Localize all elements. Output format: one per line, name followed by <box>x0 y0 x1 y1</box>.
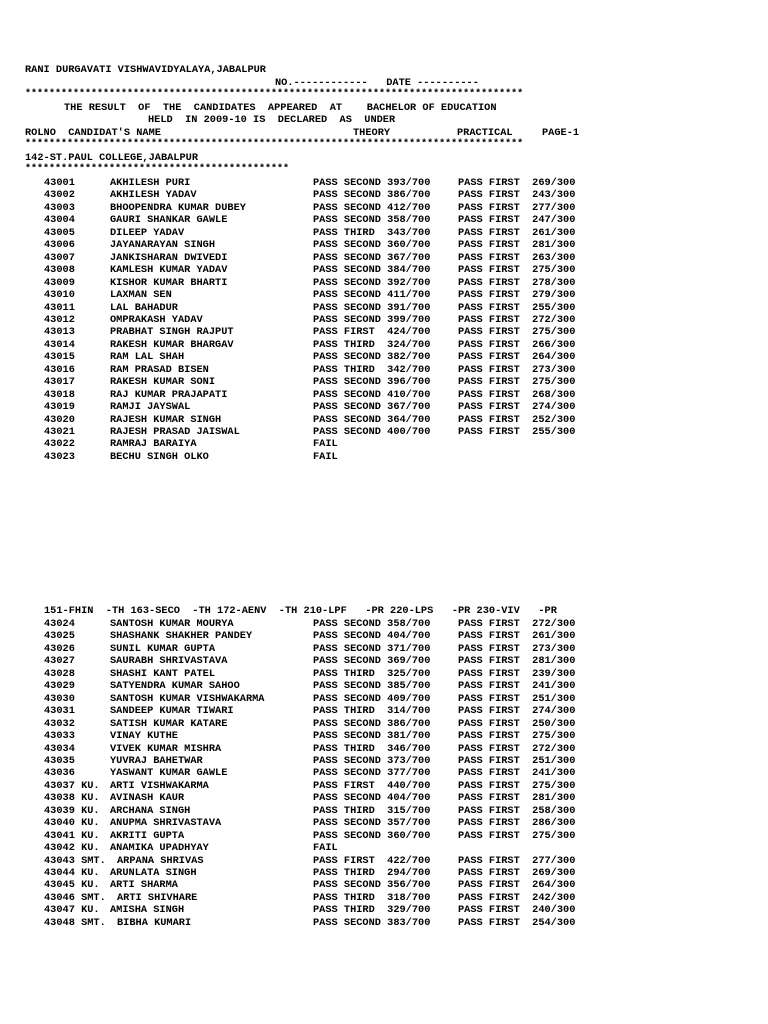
theory-result: PASS THIRD 315/700 <box>313 804 431 817</box>
separator-stars: *********************************************************************************** <box>25 89 524 100</box>
candidate-name: SUNIL KUMAR GUPTA <box>110 642 216 655</box>
practical-result: PASS FIRST 252/300 <box>458 413 576 426</box>
table-row <box>0 668 768 680</box>
table-row <box>0 214 768 226</box>
theory-result: PASS SECOND 409/700 <box>313 692 431 705</box>
practical-result: PASS FIRST 272/300 <box>458 313 576 326</box>
theory-result: FAIL <box>313 450 338 463</box>
roll-number: 43004 <box>44 214 75 227</box>
result-subheading: HELD IN 2009-10 IS DECLARED AS UNDER <box>148 114 396 126</box>
roll-number: 43035 <box>44 754 75 767</box>
theory-result: PASS SECOND 386/700 <box>313 717 431 730</box>
roll-number: 43017 <box>44 376 75 389</box>
practical-result: PASS FIRST 269/300 <box>458 177 576 189</box>
roll-number: 43048 SMT. <box>44 916 106 929</box>
candidate-name: AKRITI GUPTA <box>110 829 185 842</box>
practical-result: PASS FIRST 240/300 <box>458 904 576 917</box>
practical-result: PASS FIRST 281/300 <box>458 792 576 805</box>
roll-number: 43019 <box>44 401 75 414</box>
candidate-name: ANAMIKA UPADHYAY <box>110 842 209 855</box>
practical-result: PASS FIRST 261/300 <box>458 226 576 239</box>
table-row <box>0 618 768 630</box>
roll-number: 43041 KU. <box>44 829 100 842</box>
practical-result: PASS FIRST 250/300 <box>458 717 576 730</box>
theory-result: PASS THIRD 342/700 <box>313 363 431 376</box>
theory-result: PASS FIRST 422/700 <box>313 854 431 867</box>
roll-number: 43011 <box>44 301 75 314</box>
candidate-name: AKHILESH YADAV <box>110 189 197 202</box>
candidate-name: LAL BAHADUR <box>110 301 178 314</box>
separator-stars: *********************************************************************************** <box>25 139 524 150</box>
roll-number: 43046 SMT. <box>44 891 106 904</box>
roll-number: 43044 KU. <box>44 867 100 879</box>
candidate-name: SHASHI KANT PATEL <box>110 667 216 680</box>
number-date-line: NO.------------ DATE ---------- <box>275 77 479 89</box>
table-row <box>0 680 768 692</box>
candidate-name: SAURABH SHRIVASTAVA <box>110 655 228 668</box>
candidate-name: YUVRAJ BAHETWAR <box>110 754 203 767</box>
roll-number: 43031 <box>44 705 75 718</box>
candidate-name: ARUNLATA SINGH <box>110 867 197 879</box>
theory-result: PASS SECOND 367/700 <box>313 401 431 414</box>
practical-result: PASS FIRST 274/300 <box>458 705 576 718</box>
practical-result: PASS FIRST 268/300 <box>458 388 576 401</box>
roll-number: 43006 <box>44 239 75 252</box>
table-row <box>0 730 768 742</box>
candidate-name: JANKISHARAN DWIVEDI <box>110 251 228 264</box>
roll-number: 43032 <box>44 717 75 730</box>
table-row <box>0 817 768 829</box>
practical-result: PASS FIRST 264/300 <box>458 879 576 892</box>
roll-number: 43043 SMT. <box>44 854 106 867</box>
subjects-line: 151-FHIN -TH 163-SECO -TH 172-AENV -TH 210-LPF -PR 220-LPS -PR 230-VIV -PR <box>44 605 557 617</box>
roll-number: 43033 <box>44 730 75 743</box>
table-row <box>0 867 768 879</box>
table-row <box>0 743 768 755</box>
candidate-name: GAURI SHANKAR GAWLE <box>110 214 228 227</box>
table-row <box>0 426 768 438</box>
theory-result: PASS SECOND 412/700 <box>313 201 431 214</box>
theory-result: PASS SECOND 369/700 <box>313 655 431 668</box>
candidate-name: AVINASH KAUR <box>110 792 185 805</box>
practical-result: PASS FIRST 273/300 <box>458 642 576 655</box>
candidate-name: RAJ KUMAR PRAJAPATI <box>110 388 228 401</box>
table-row <box>0 892 768 904</box>
theory-result: PASS SECOND 358/700 <box>313 618 431 630</box>
table-row <box>0 252 768 264</box>
candidate-name: RAKESH KUMAR BHARGAV <box>110 338 234 351</box>
roll-number: 43040 KU. <box>44 817 100 830</box>
result-heading: THE RESULT OF THE CANDIDATES APPEARED AT BACHELOR OF EDUCATION <box>64 102 497 114</box>
practical-result: PASS FIRST 275/300 <box>458 376 576 389</box>
candidate-name: SHASHANK SHAKHER PANDEY <box>110 630 253 643</box>
theory-result: PASS SECOND 360/700 <box>313 829 431 842</box>
practical-result: PASS FIRST 241/300 <box>458 767 576 780</box>
theory-result: PASS SECOND 371/700 <box>313 642 431 655</box>
table-row <box>0 401 768 413</box>
roll-number: 43030 <box>44 692 75 705</box>
roll-number: 43016 <box>44 363 75 376</box>
table-row <box>0 289 768 301</box>
candidate-name: ANUPMA SHRIVASTAVA <box>110 817 222 830</box>
candidate-name: VIVEK KUMAR MISHRA <box>110 742 222 755</box>
table-row <box>0 842 768 854</box>
theory-result: PASS SECOND 393/700 <box>313 177 431 189</box>
table-row <box>0 339 768 351</box>
roll-number: 43007 <box>44 251 75 264</box>
theory-result: PASS THIRD 329/700 <box>313 904 431 917</box>
theory-result: FAIL <box>313 842 338 855</box>
table-row <box>0 780 768 792</box>
theory-result: PASS THIRD 346/700 <box>313 742 431 755</box>
college-name: 142-ST.PAUL COLLEGE,JABALPUR <box>25 152 199 164</box>
practical-result: PASS FIRST 273/300 <box>458 363 576 376</box>
practical-result: PASS FIRST 263/300 <box>458 251 576 264</box>
table-row <box>0 177 768 189</box>
theory-result: PASS THIRD 294/700 <box>313 867 431 879</box>
roll-number: 43042 KU. <box>44 842 100 855</box>
theory-result: PASS SECOND 391/700 <box>313 301 431 314</box>
roll-number: 43047 KU. <box>44 904 100 917</box>
theory-result: FAIL <box>313 438 338 451</box>
theory-result: PASS SECOND 411/700 <box>313 289 431 302</box>
table-row <box>0 277 768 289</box>
theory-result: PASS SECOND 383/700 <box>313 916 431 929</box>
practical-result: PASS FIRST 241/300 <box>458 680 576 693</box>
column-practical: PRACTICAL <box>457 127 513 139</box>
theory-result: PASS SECOND 410/700 <box>313 388 431 401</box>
roll-number: 43037 KU. <box>44 779 100 792</box>
candidate-name: BECHU SINGH OLKO <box>110 450 209 463</box>
practical-result: PASS FIRST 286/300 <box>458 817 576 830</box>
candidate-name: OMPRAKASH YADAV <box>110 313 203 326</box>
theory-result: PASS THIRD 324/700 <box>313 338 431 351</box>
roll-number: 43001 <box>44 177 75 189</box>
theory-result: PASS SECOND 384/700 <box>313 264 431 277</box>
table-row <box>0 227 768 239</box>
theory-result: PASS SECOND 386/700 <box>313 189 431 202</box>
university-name: RANI DURGAVATI VISHWAVIDYALAYA,JABALPUR <box>25 64 266 76</box>
roll-number: 43020 <box>44 413 75 426</box>
table-row <box>0 438 768 450</box>
roll-number: 43003 <box>44 201 75 214</box>
table-row <box>0 189 768 201</box>
column-theory: THEORY <box>353 127 391 139</box>
practical-result: PASS FIRST 264/300 <box>458 351 576 364</box>
theory-result: PASS FIRST 424/700 <box>313 326 431 339</box>
practical-result: PASS FIRST 275/300 <box>458 264 576 277</box>
candidate-name: ARTI SHIVHARE <box>117 891 198 904</box>
roll-number: 43039 KU. <box>44 804 100 817</box>
practical-result: PASS FIRST 254/300 <box>458 916 576 929</box>
candidate-name: RAJESH PRASAD JAISWAL <box>110 426 240 438</box>
roll-number: 43015 <box>44 351 75 364</box>
table-row <box>0 904 768 916</box>
table-row <box>0 830 768 842</box>
roll-number: 43008 <box>44 264 75 277</box>
roll-number: 43025 <box>44 630 75 643</box>
practical-result: PASS FIRST 277/300 <box>458 854 576 867</box>
theory-result: PASS SECOND 381/700 <box>313 730 431 743</box>
table-row <box>0 389 768 401</box>
practical-result: PASS FIRST 281/300 <box>458 655 576 668</box>
candidate-name: JAYANARAYAN SINGH <box>110 239 216 252</box>
candidate-name: AMISHA SINGH <box>110 904 185 917</box>
roll-number: 43005 <box>44 226 75 239</box>
roll-number: 43009 <box>44 276 75 289</box>
roll-number: 43036 <box>44 767 75 780</box>
practical-result: PASS FIRST 277/300 <box>458 201 576 214</box>
candidate-name: SATISH KUMAR KATARE <box>110 717 228 730</box>
practical-result: PASS FIRST 281/300 <box>458 239 576 252</box>
practical-result: PASS FIRST 239/300 <box>458 667 576 680</box>
theory-result: PASS THIRD 314/700 <box>313 705 431 718</box>
table-row <box>0 202 768 214</box>
roll-number: 43027 <box>44 655 75 668</box>
theory-result: PASS SECOND 400/700 <box>313 426 431 438</box>
table-row <box>0 693 768 705</box>
theory-result: PASS SECOND 364/700 <box>313 413 431 426</box>
candidate-name: BIBHA KUMARI <box>117 916 192 929</box>
candidate-name: SATYENDRA KUMAR SAHOO <box>110 680 240 693</box>
table-row <box>0 451 768 463</box>
column-header-row <box>25 127 580 139</box>
roll-number: 43013 <box>44 326 75 339</box>
candidate-name: ARCHANA SINGH <box>110 804 191 817</box>
theory-result: PASS SECOND 377/700 <box>313 767 431 780</box>
practical-result: PASS FIRST 272/300 <box>458 742 576 755</box>
candidate-name: RAM PRASAD BISEN <box>110 363 209 376</box>
theory-result: PASS SECOND 356/700 <box>313 879 431 892</box>
page-number: PAGE-1 <box>542 127 580 139</box>
candidate-name: KISHOR KUMAR BHARTI <box>110 276 228 289</box>
table-row <box>0 326 768 338</box>
table-row <box>0 414 768 426</box>
candidate-name: PRABHAT SINGH RAJPUT <box>110 326 234 339</box>
candidate-name: VINAY KUTHE <box>110 730 178 743</box>
table-row <box>0 879 768 891</box>
candidate-name: SANTOSH KUMAR MOURYA <box>110 618 234 630</box>
roll-number: 43045 KU. <box>44 879 100 892</box>
theory-result: PASS SECOND 392/700 <box>313 276 431 289</box>
table-row <box>0 792 768 804</box>
practical-result: PASS FIRST 269/300 <box>458 867 576 879</box>
theory-result: PASS SECOND 404/700 <box>313 792 431 805</box>
roll-number: 43021 <box>44 426 75 438</box>
candidate-name: RAMRAJ BARAIYA <box>110 438 197 451</box>
practical-result: PASS FIRST 261/300 <box>458 630 576 643</box>
practical-result: PASS FIRST 255/300 <box>458 301 576 314</box>
practical-result: PASS FIRST 251/300 <box>458 754 576 767</box>
roll-number: 43014 <box>44 338 75 351</box>
practical-result: PASS FIRST 258/300 <box>458 804 576 817</box>
roll-number: 43022 <box>44 438 75 451</box>
separator-stars-short: ******************************************** <box>25 164 290 175</box>
roll-number: 43024 <box>44 618 75 630</box>
candidate-name: LAXMAN SEN <box>110 289 172 302</box>
theory-result: PASS SECOND 367/700 <box>313 251 431 264</box>
practical-result: PASS FIRST 279/300 <box>458 289 576 302</box>
practical-result: PASS FIRST 247/300 <box>458 214 576 227</box>
table-row <box>0 314 768 326</box>
table-row <box>0 917 768 929</box>
candidate-name: KAMLESH KUMAR YADAV <box>110 264 228 277</box>
table-row <box>0 376 768 388</box>
candidate-name: YASWANT KUMAR GAWLE <box>110 767 228 780</box>
theory-result: PASS THIRD 325/700 <box>313 667 431 680</box>
roll-number: 43026 <box>44 642 75 655</box>
roll-number: 43034 <box>44 742 75 755</box>
theory-result: PASS SECOND 385/700 <box>313 680 431 693</box>
candidate-name: AKHILESH PURI <box>110 177 191 189</box>
theory-result: PASS SECOND 396/700 <box>313 376 431 389</box>
table-row <box>0 805 768 817</box>
practical-result: PASS FIRST 275/300 <box>458 779 576 792</box>
candidate-name: ARTI SHARMA <box>110 879 178 892</box>
table-row <box>0 264 768 276</box>
table-row <box>0 302 768 314</box>
table-row <box>0 855 768 867</box>
candidate-name: DILEEP YADAV <box>110 226 185 239</box>
table-row <box>0 630 768 642</box>
roll-number: 43010 <box>44 289 75 302</box>
table-row <box>0 705 768 717</box>
theory-result: PASS SECOND 357/700 <box>313 817 431 830</box>
roll-number: 43012 <box>44 313 75 326</box>
roll-number: 43023 <box>44 450 75 463</box>
theory-result: PASS SECOND 399/700 <box>313 313 431 326</box>
practical-result: PASS FIRST 275/300 <box>458 829 576 842</box>
practical-result: PASS FIRST 274/300 <box>458 401 576 414</box>
candidate-name: SANDEEP KUMAR TIWARI <box>110 705 234 718</box>
candidate-name: BHOOPENDRA KUMAR DUBEY <box>110 201 246 214</box>
practical-result: PASS FIRST 278/300 <box>458 276 576 289</box>
practical-result: PASS FIRST 255/300 <box>458 426 576 438</box>
candidate-name: RAJESH KUMAR SINGH <box>110 413 222 426</box>
theory-result: PASS THIRD 343/700 <box>313 226 431 239</box>
theory-result: PASS FIRST 440/700 <box>313 779 431 792</box>
practical-result: PASS FIRST 243/300 <box>458 189 576 202</box>
practical-result: PASS FIRST 272/300 <box>458 618 576 630</box>
practical-result: PASS FIRST 275/300 <box>458 730 576 743</box>
theory-result: PASS SECOND 358/700 <box>313 214 431 227</box>
table-row <box>0 718 768 730</box>
theory-result: PASS THIRD 318/700 <box>313 891 431 904</box>
practical-result: PASS FIRST 242/300 <box>458 891 576 904</box>
practical-result: PASS FIRST 275/300 <box>458 326 576 339</box>
table-row <box>0 655 768 667</box>
table-row <box>0 643 768 655</box>
practical-result: PASS FIRST 251/300 <box>458 692 576 705</box>
roll-number: 43038 KU. <box>44 792 100 805</box>
roll-number: 43018 <box>44 388 75 401</box>
practical-result: PASS FIRST 266/300 <box>458 338 576 351</box>
candidate-name: RAM LAL SHAH <box>110 351 185 364</box>
table-row <box>0 239 768 251</box>
roll-number: 43002 <box>44 189 75 202</box>
table-row <box>0 767 768 779</box>
candidate-name: RAKESH KUMAR SONI <box>110 376 216 389</box>
theory-result: PASS SECOND 373/700 <box>313 754 431 767</box>
candidate-name: RAMJI JAYSWAL <box>110 401 191 414</box>
table-row <box>0 755 768 767</box>
candidate-name: ARTI VISHWAKARMA <box>110 779 209 792</box>
candidate-name: SANTOSH KUMAR VISHWAKARMA <box>110 692 265 705</box>
theory-result: PASS SECOND 360/700 <box>313 239 431 252</box>
table-row <box>0 364 768 376</box>
roll-number: 43029 <box>44 680 75 693</box>
table-row <box>0 351 768 363</box>
theory-result: PASS SECOND 404/700 <box>313 630 431 643</box>
column-rollno-name: ROLNO CANDIDAT'S NAME <box>25 127 161 139</box>
candidate-name: ARPANA SHRIVAS <box>117 854 204 867</box>
roll-number: 43028 <box>44 667 75 680</box>
theory-result: PASS SECOND 382/700 <box>313 351 431 364</box>
